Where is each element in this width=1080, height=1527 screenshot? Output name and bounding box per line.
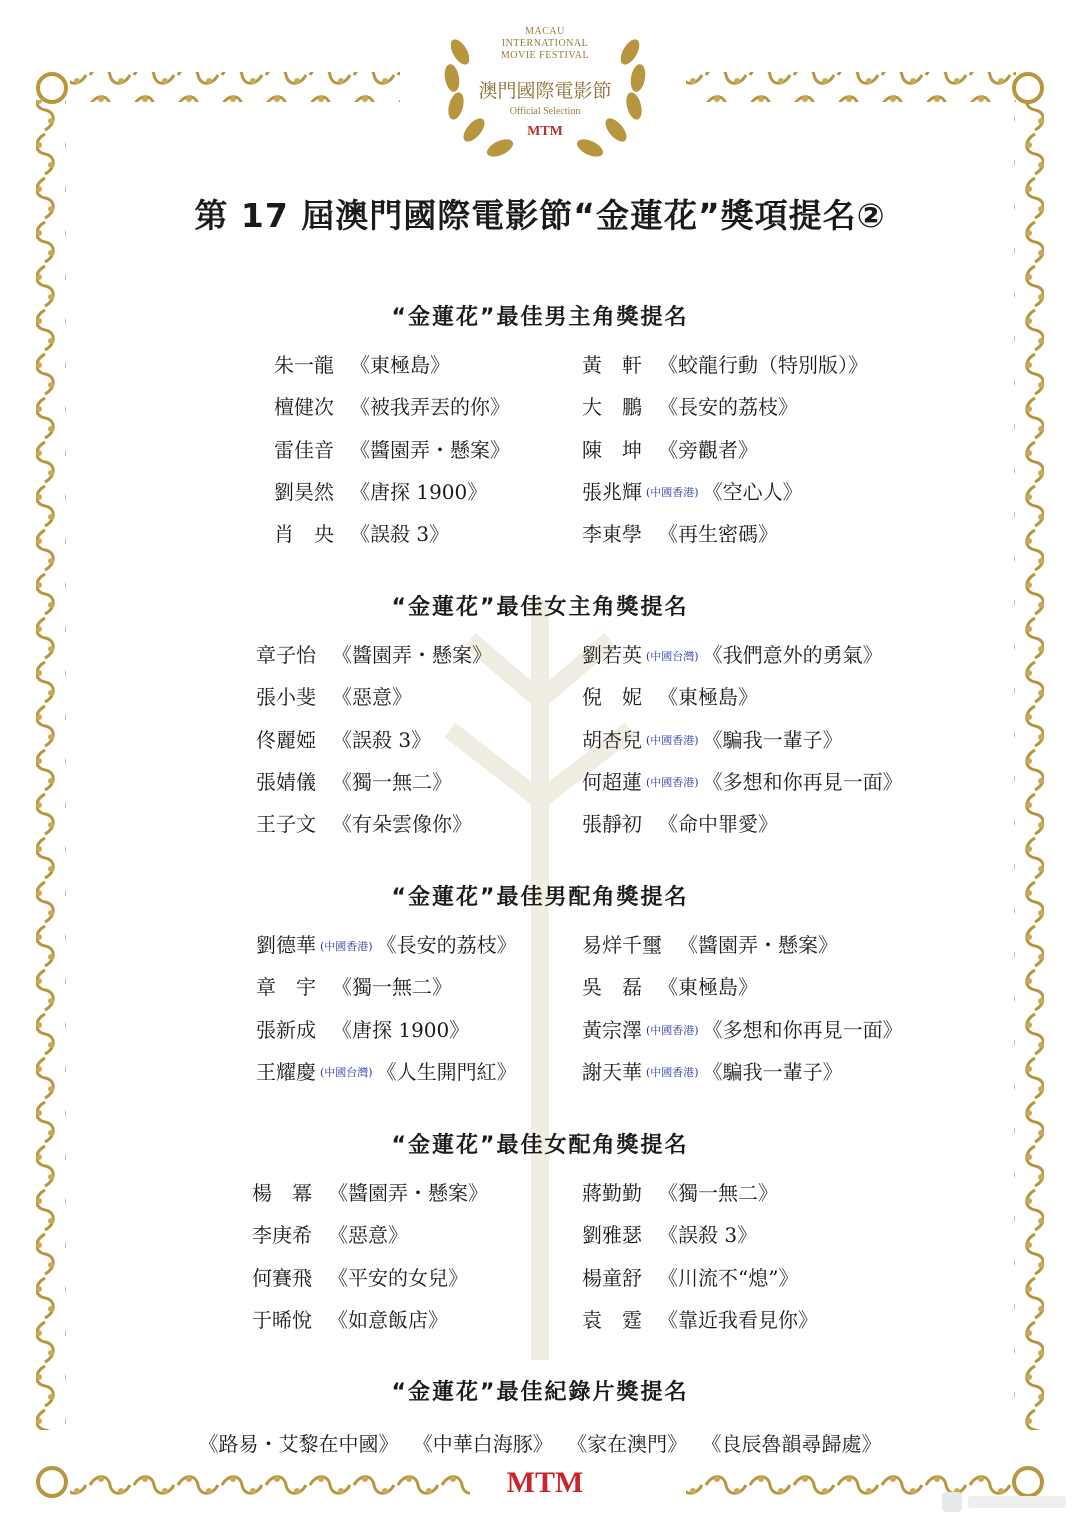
film-title: 《醬園弄・懸案》 bbox=[350, 437, 510, 462]
film-title: 《唐探 1900》 bbox=[350, 479, 488, 504]
nominee-name: 檀健次 bbox=[274, 395, 334, 420]
nominee-region: (中國台灣) bbox=[320, 1066, 373, 1080]
logo-line-macau: MACAU bbox=[525, 26, 565, 37]
watermark-icon bbox=[940, 1488, 1070, 1516]
film-title: 《東極島》 bbox=[350, 353, 450, 377]
nominee-name: 雷佳音 bbox=[274, 437, 334, 462]
nominee-name: 李庚希 bbox=[252, 1223, 312, 1248]
nominee-entry bbox=[582, 727, 843, 755]
nominee-name: 張婧儀 bbox=[256, 769, 316, 794]
nominee-name: 易烊千璽 bbox=[582, 933, 662, 957]
nominee-name: 何超蓮 bbox=[582, 769, 642, 794]
nominee-entry bbox=[252, 1265, 468, 1291]
footer-brand-logo: MTM bbox=[506, 1466, 584, 1499]
film-title: 《川流不“熄”》 bbox=[658, 1265, 799, 1290]
nominee-name: 胡杏兒 bbox=[582, 727, 642, 752]
nominee-entry bbox=[256, 811, 472, 837]
section-title: “金蓮花”最佳男配角獎提名 bbox=[391, 885, 689, 910]
film-title: 《長安的荔枝》 bbox=[658, 395, 798, 420]
nominee-name: 劉若英 bbox=[582, 643, 642, 667]
documentary-item: 《中華白海豚》 bbox=[412, 1432, 553, 1456]
nominee-entry bbox=[582, 1017, 903, 1045]
nominee-name: 大 鵬 bbox=[582, 395, 642, 420]
festival-logo bbox=[430, 12, 660, 168]
nominee-entry bbox=[274, 479, 487, 505]
nominee-entry bbox=[256, 684, 412, 710]
nominee-entry bbox=[582, 974, 758, 1000]
film-title: 《有朵雲像你》 bbox=[332, 812, 472, 837]
film-title: 《東極島》 bbox=[658, 685, 758, 710]
logo-official-selection: Official Selection bbox=[509, 106, 581, 117]
film-title: 《旁觀者》 bbox=[658, 437, 758, 462]
section-title: “金蓮花”最佳紀錄片獎提名 bbox=[391, 1380, 689, 1405]
film-title: 《空心人》 bbox=[702, 479, 803, 504]
nominee-entry bbox=[256, 932, 517, 960]
nominee-name: 張小斐 bbox=[256, 685, 316, 710]
nominee-name: 倪 妮 bbox=[582, 685, 642, 710]
logo-line-movie-festival: MOVIE FESTIVAL bbox=[500, 50, 590, 61]
documentary-list bbox=[0, 1428, 1080, 1457]
nominee-entry bbox=[274, 352, 450, 378]
nominee-entry bbox=[256, 642, 492, 668]
nominee-entry bbox=[582, 769, 903, 797]
nominee-name: 劉雅瑟 bbox=[582, 1223, 642, 1248]
film-title: 《醬園弄・懸案》 bbox=[328, 1181, 488, 1205]
nominee-entry bbox=[582, 1059, 843, 1087]
nominee-region: (中國香港) bbox=[646, 776, 699, 790]
film-title: 《平安的女兒》 bbox=[328, 1265, 468, 1290]
film-title: 《惡意》 bbox=[328, 1223, 408, 1248]
logo-chinese-name: 澳門國際電影節 bbox=[478, 80, 612, 102]
nominee-region: (中國台灣) bbox=[646, 649, 699, 663]
nominee-entry bbox=[582, 932, 838, 958]
nominee-entry bbox=[252, 1307, 448, 1333]
nominee-entry bbox=[256, 1017, 469, 1043]
film-title: 《人生開門紅》 bbox=[376, 1059, 517, 1084]
film-title: 《東極島》 bbox=[658, 975, 758, 1000]
section-title: “金蓮花”最佳女配角獎提名 bbox=[391, 1133, 689, 1158]
nominee-name: 章子怡 bbox=[256, 643, 316, 667]
nominee-entry bbox=[582, 352, 868, 378]
film-title: 《獨一無二》 bbox=[332, 975, 452, 1000]
nominee-name: 楊 冪 bbox=[252, 1181, 312, 1205]
film-title: 《誤殺 3》 bbox=[658, 1223, 758, 1248]
nominee-entry bbox=[582, 394, 798, 420]
nominee-name: 蔣勤勤 bbox=[582, 1181, 642, 1205]
film-title: 《我們意外的勇氣》 bbox=[702, 643, 883, 667]
nominee-name: 張兆輝 bbox=[582, 479, 642, 504]
nominee-entry bbox=[582, 1180, 778, 1206]
nominee-name: 王耀慶 bbox=[256, 1059, 316, 1084]
nominee-name: 黃 軒 bbox=[582, 353, 642, 377]
nominee-entry bbox=[582, 811, 778, 837]
logo-brand: MTM bbox=[527, 124, 563, 139]
film-title: 《靠近我看見你》 bbox=[658, 1307, 818, 1332]
nominee-entry bbox=[274, 521, 449, 547]
logo-line-international: INTERNATIONAL bbox=[501, 38, 589, 49]
nominee-entry bbox=[256, 1059, 517, 1087]
nominee-entry bbox=[274, 437, 510, 463]
film-title: 《騙我一輩子》 bbox=[702, 1059, 843, 1084]
film-title: 《醬園弄・懸案》 bbox=[332, 643, 492, 667]
film-title: 《長安的荔枝》 bbox=[376, 933, 517, 957]
film-title: 《多想和你再見一面》 bbox=[702, 769, 903, 794]
nominee-entry bbox=[582, 1265, 798, 1291]
nominee-name: 黃宗澤 bbox=[582, 1017, 642, 1042]
nominee-name: 朱一龍 bbox=[274, 353, 334, 377]
nominee-name: 謝天華 bbox=[582, 1059, 642, 1084]
nominee-entry bbox=[252, 1222, 408, 1248]
film-title: 《誤殺 3》 bbox=[350, 522, 450, 547]
film-title: 《誤殺 3》 bbox=[332, 727, 432, 752]
nominee-entry bbox=[582, 521, 778, 547]
film-title: 《被我弄丟的你》 bbox=[350, 395, 510, 420]
nominee-entry bbox=[256, 727, 431, 753]
film-title: 《惡意》 bbox=[332, 685, 412, 710]
film-title: 《唐探 1900》 bbox=[332, 1017, 470, 1042]
nominee-name: 佟麗婭 bbox=[256, 727, 316, 752]
nominee-name: 吳 磊 bbox=[582, 975, 642, 1000]
nominee-region: (中國香港) bbox=[646, 1066, 699, 1080]
nominee-entry bbox=[274, 394, 510, 420]
nominee-name: 何賽飛 bbox=[252, 1265, 312, 1290]
page-title: 第 17 屆澳門國際電影節“金蓮花”獎項提名② bbox=[194, 196, 886, 235]
nominee-name: 袁 霆 bbox=[582, 1307, 642, 1332]
documentary-item: 《家在澳門》 bbox=[567, 1432, 688, 1456]
nominee-entry bbox=[582, 479, 803, 507]
nominee-entry bbox=[256, 769, 452, 795]
nominee-entry bbox=[256, 974, 452, 1000]
nominee-name: 于晞悅 bbox=[252, 1307, 312, 1332]
nominee-name: 李東學 bbox=[582, 522, 642, 547]
section-title: “金蓮花”最佳女主角獎提名 bbox=[391, 595, 689, 620]
nominee-name: 張靜初 bbox=[582, 812, 642, 837]
nominee-name: 張新成 bbox=[256, 1017, 316, 1042]
nominee-entry bbox=[582, 684, 758, 710]
nominee-entry bbox=[252, 1180, 488, 1206]
film-title: 《蛟龍行動（特別版）》 bbox=[658, 353, 868, 377]
documentary-item: 《良辰魯韻尋歸處》 bbox=[701, 1432, 882, 1456]
nominee-name: 劉昊然 bbox=[274, 479, 334, 504]
film-title: 《如意飯店》 bbox=[328, 1307, 448, 1332]
nominee-region: (中國香港) bbox=[646, 1024, 699, 1038]
nominee-entry bbox=[582, 437, 758, 463]
film-title: 《多想和你再見一面》 bbox=[702, 1017, 903, 1042]
documentary-item: 《路易・艾黎在中國》 bbox=[198, 1432, 399, 1456]
nominee-name: 王子文 bbox=[256, 812, 316, 837]
nominee-name: 楊童舒 bbox=[582, 1265, 642, 1290]
nominee-entry bbox=[582, 642, 883, 670]
nominee-name: 陳 坤 bbox=[582, 437, 642, 462]
film-title: 《獨一無二》 bbox=[332, 769, 452, 794]
nominee-entry bbox=[582, 1222, 757, 1248]
nominee-name: 章 宇 bbox=[256, 975, 316, 1000]
nominee-region: (中國香港) bbox=[646, 734, 699, 748]
nominee-name: 肖 央 bbox=[274, 522, 334, 547]
film-title: 《騙我一輩子》 bbox=[702, 727, 843, 752]
section-title: “金蓮花”最佳男主角獎提名 bbox=[391, 305, 689, 330]
nominee-region: (中國香港) bbox=[320, 939, 373, 953]
film-title: 《再生密碼》 bbox=[658, 522, 778, 547]
film-title: 《獨一無二》 bbox=[658, 1181, 778, 1205]
film-title: 《命中罪愛》 bbox=[658, 812, 778, 837]
film-title: 《醬園弄・懸案》 bbox=[678, 933, 838, 957]
nominee-region: (中國香港) bbox=[646, 486, 699, 500]
nominee-entry bbox=[582, 1307, 818, 1333]
nominee-name: 劉德華 bbox=[256, 933, 316, 957]
